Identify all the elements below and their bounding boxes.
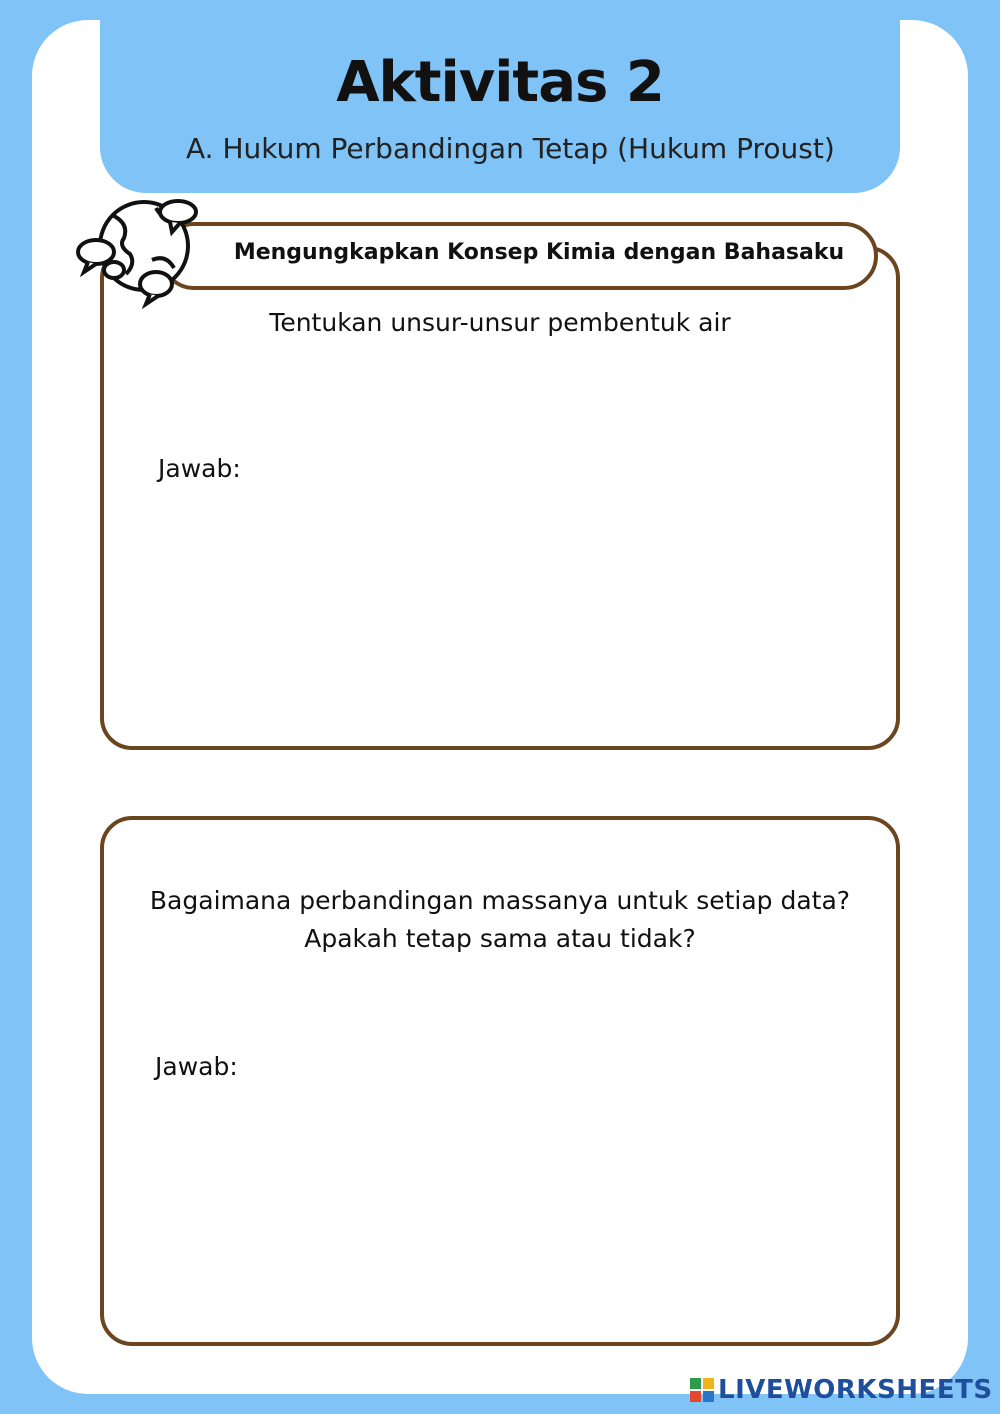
answer-label-2: Jawab: — [155, 1052, 238, 1081]
section-label: Mengungkapkan Konsep Kimia dengan Bahasaku — [233, 240, 845, 265]
question-2-text — [100, 882, 900, 958]
question-2-line-1: Bagaimana perbandingan massanya untuk setiap data? — [149, 886, 851, 915]
liveworksheets-watermark — [690, 1374, 993, 1406]
liveworksheets-logo-icon — [690, 1378, 714, 1402]
brand-text: LIVEWORKSHEETS — [718, 1375, 993, 1405]
page-title: Aktivitas 2 — [336, 50, 664, 115]
page-subtitle: A. Hukum Perbandingan Tetap (Hukum Proust) — [186, 132, 835, 165]
answer-label-1: Jawab: — [158, 454, 241, 483]
question-1-text: Tentukan unsur-unsur pembentuk air — [269, 308, 731, 337]
question-2-line-2: Apakah tetap sama atau tidak? — [304, 924, 696, 953]
globe-chat-icon — [74, 194, 202, 310]
